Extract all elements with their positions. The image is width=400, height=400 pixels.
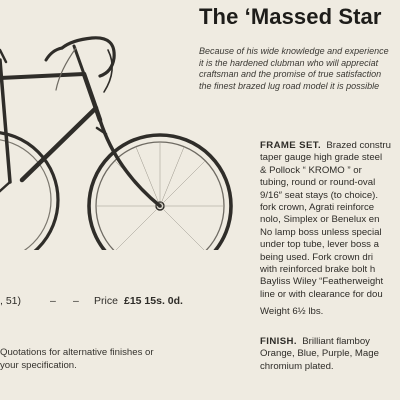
finish-heading: FINISH. <box>260 336 297 347</box>
intro-line: the finest brazed lug road model it is possible <box>199 80 380 91</box>
spec-line: being used. Fork crown dri <box>260 251 374 263</box>
spec-line: & Pollock “ KROMO ” or <box>260 164 362 176</box>
spec-line: line or with clearance for dou <box>260 288 383 300</box>
spec-line: fork crown, Agrati reinforce <box>260 201 375 213</box>
page-title: The ‘Massed Star <box>199 4 382 29</box>
finish-spec <box>260 336 400 373</box>
spec-line: under top tube, lever boss a <box>260 239 379 251</box>
quotation-line: your specification. <box>0 359 77 371</box>
price-amount: £15 15s. 0d. <box>124 295 183 307</box>
intro-paragraph <box>199 46 400 92</box>
frame-set-heading: FRAME SET. <box>260 140 322 151</box>
quotation-line: Quotations for alternative finishes or <box>0 347 154 358</box>
spec-line: taper gauge high grade steel <box>260 152 383 164</box>
finish-line: Orange, Blue, Purple, Mage <box>260 348 379 360</box>
spec-line: Bayliss Wiley “Featherweight <box>260 276 384 288</box>
finish-line: Brilliant flamboy <box>302 336 370 347</box>
intro-line: craftsman and the promise of true satisfaction <box>199 69 382 80</box>
spec-line: tubing, round or round-oval <box>260 177 376 189</box>
finish-line: chromium plated. <box>260 360 334 372</box>
model-reference: , 51) <box>0 295 22 307</box>
road-bicycle-illustration <box>0 0 250 250</box>
intro-line: it is the hardened clubman who will appreciat <box>199 57 379 68</box>
spec-line: nolo, Simplex or Benelux en <box>260 214 380 226</box>
intro-line: Because of his wide knowledge and experience <box>199 46 389 56</box>
spec-line: with reinforced brake bolt h <box>260 263 376 275</box>
dash: – <box>73 295 79 307</box>
frame-set-spec <box>260 140 400 318</box>
spec-line: No lamp boss unless special <box>260 226 382 238</box>
spec-line: Brazed constru <box>326 140 391 151</box>
quotation-note <box>0 347 154 372</box>
dash: – <box>50 295 56 307</box>
price-label: Price <box>94 295 118 307</box>
frame-weight: Weight 6½ lbs. <box>260 306 324 318</box>
spec-line: 9/16″ seat stays (to choice). <box>260 189 379 201</box>
